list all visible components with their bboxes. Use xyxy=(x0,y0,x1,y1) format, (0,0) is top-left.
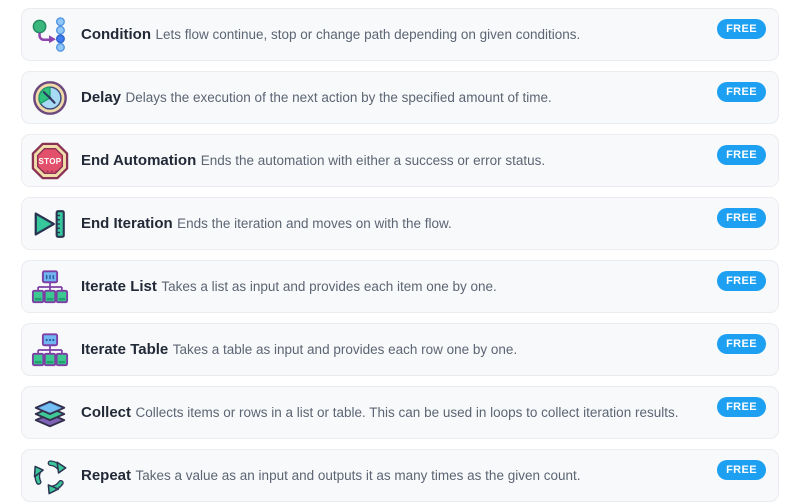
action-text-block xyxy=(81,150,766,171)
action-card[interactable] xyxy=(21,134,779,187)
action-text-block xyxy=(81,276,766,297)
action-description: Takes a list as input and provides each item one by one. xyxy=(161,279,497,295)
action-card[interactable] xyxy=(21,260,779,313)
action-title: Condition xyxy=(81,26,151,44)
svg-text:STOP: STOP xyxy=(38,156,62,166)
action-description: Ends the iteration and moves on with the flow. xyxy=(177,216,452,232)
action-text-block xyxy=(81,465,766,486)
free-badge: FREE xyxy=(717,334,766,354)
action-title: Iterate Table xyxy=(81,341,169,359)
iterate-list-icon xyxy=(30,267,70,307)
free-badge: FREE xyxy=(717,460,766,480)
action-description: Collects items or rows in a list or table. This can be used in loops to collect iteration results. xyxy=(135,405,679,421)
action-title: Delay xyxy=(81,89,122,107)
free-badge: FREE xyxy=(717,208,766,228)
action-card[interactable] xyxy=(21,71,779,124)
action-description: Delays the execution of the next action by the specified amount of time. xyxy=(125,90,552,106)
free-badge: FREE xyxy=(717,145,766,165)
free-badge: FREE xyxy=(717,19,766,39)
action-description: Lets flow continue, stop or change path depending on given conditions. xyxy=(155,27,581,43)
free-badge: FREE xyxy=(717,397,766,417)
action-card[interactable] xyxy=(21,386,779,439)
skip-end-icon xyxy=(30,204,70,244)
action-card[interactable] xyxy=(21,8,779,61)
free-badge: FREE xyxy=(717,271,766,291)
stop-sign-icon xyxy=(30,141,70,181)
action-title: End Automation xyxy=(81,152,197,170)
action-description: Ends the automation with either a success or error status. xyxy=(200,153,546,169)
collect-layers-icon xyxy=(30,393,70,433)
action-description: Takes a table as input and provides each row one by one. xyxy=(172,342,518,358)
action-text-block xyxy=(81,339,766,360)
action-card[interactable] xyxy=(21,449,779,502)
condition-icon xyxy=(30,15,70,55)
repeat-cycle-icon xyxy=(30,456,70,496)
action-title: Iterate List xyxy=(81,278,157,296)
action-title: End Iteration xyxy=(81,215,173,233)
action-description: Takes a value as an input and outputs it as many times as the given count. xyxy=(135,468,581,484)
free-badge: FREE xyxy=(717,82,766,102)
action-title: Repeat xyxy=(81,467,132,485)
action-card[interactable] xyxy=(21,197,779,250)
iterate-table-icon xyxy=(30,330,70,370)
delay-clock-icon xyxy=(30,78,70,118)
action-title: Collect xyxy=(81,404,132,422)
action-text-block xyxy=(81,402,766,423)
action-text-block xyxy=(81,87,766,108)
action-text-block xyxy=(81,24,766,45)
action-text-block xyxy=(81,213,766,234)
action-card[interactable] xyxy=(21,323,779,376)
